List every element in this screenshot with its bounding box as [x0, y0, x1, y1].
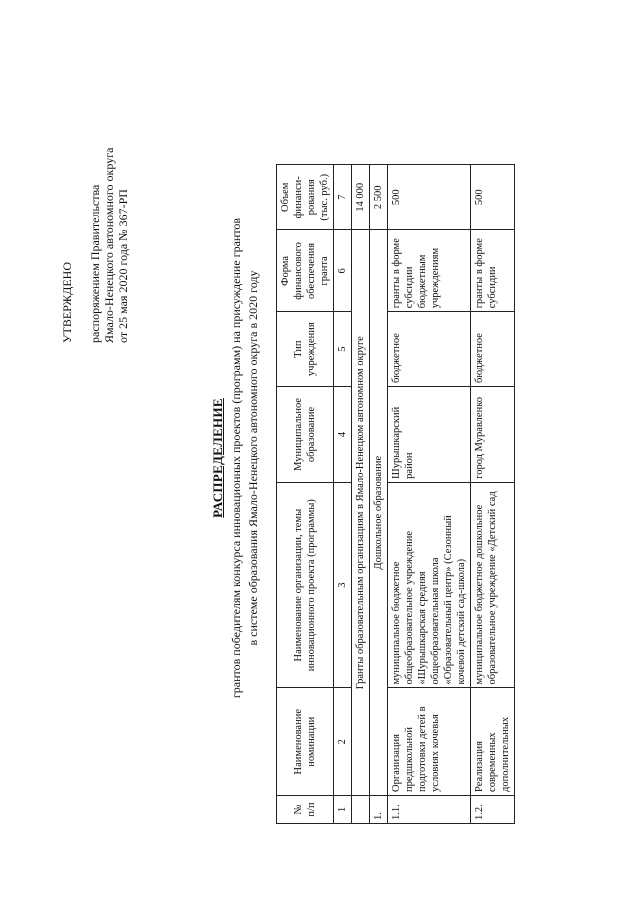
section-row: [352, 165, 370, 824]
row-municipality: город Муравленко: [471, 387, 515, 483]
heading-subtitle-1: грантов победителям конкурса инновационных проектов (программ) на присуждение грантов: [229, 217, 243, 699]
document-heading: [210, 48, 260, 868]
subsection-row: [370, 165, 388, 824]
row-amount: 500: [471, 165, 515, 231]
column-number-row: [334, 165, 352, 824]
row-num: 1.1.: [388, 795, 471, 823]
subsection-num: 1.: [370, 795, 388, 823]
col-number: 1: [334, 795, 352, 823]
row-nomination: Организация предшкольной подготовки детей в условиях кочевья: [388, 688, 471, 795]
rotated-document: [40, 48, 600, 868]
subsection-title: Дошкольное образование: [370, 230, 388, 795]
table-header-row: [277, 165, 334, 824]
section-num-cell: [352, 795, 370, 823]
col-number: 5: [334, 312, 352, 387]
col-number: 7: [334, 165, 352, 231]
header-nomination: Наименование номинации: [277, 688, 334, 795]
grants-table: [276, 164, 515, 824]
heading-title: РАСПРЕДЕЛЕНИЕ: [210, 398, 225, 518]
header-amount: Объем финанси-рования (тыс. руб.): [277, 165, 334, 231]
row-municipality: Шурышкарский район: [388, 387, 471, 483]
row-nomination: Реализация современных дополнительных: [471, 688, 515, 795]
header-form: Форма финансового обеспечения гранта: [277, 230, 334, 312]
approval-title: УТВЕРЖДЕНО: [60, 261, 74, 343]
row-type: бюджетное: [388, 312, 471, 387]
col-number: 4: [334, 387, 352, 483]
row-organization: муниципальное бюджетное дошкольное образовательное учреждение «Детский сад: [471, 482, 515, 688]
header-organization: Наименование организации, темы инновационного проекта (программы): [277, 482, 334, 688]
approval-line-2: Ямало-Ненецкого автономного округа: [102, 147, 116, 343]
col-number: 6: [334, 230, 352, 312]
section-amount: 14 000: [352, 165, 370, 231]
approval-line-1: распоряжением Правительства: [88, 184, 102, 343]
row-num: 1.2.: [471, 795, 515, 823]
approval-line-3: от 25 мая 2020 года № 367-РП: [116, 189, 130, 343]
header-municipality: Муниципальное образование: [277, 387, 334, 483]
table-row: [388, 165, 471, 824]
col-number: 2: [334, 688, 352, 795]
section-title: Гранты образовательным организациям в Ямало-Ненецком автономном округе: [352, 230, 370, 795]
approval-block: [60, 53, 130, 343]
row-type: бюджетное: [471, 312, 515, 387]
heading-subtitle-2: в системе образования Ямало-Ненецкого автономного округа в 2020 году: [246, 270, 260, 646]
table-row: [471, 165, 515, 824]
row-organization: муниципальное бюджетное общеобразовательное учреждение «Шурышкарская средняя общеобразовательная школа «Образовательный центр» (Сезонный кочевой детский сад-школа): [388, 482, 471, 688]
subsection-amount: 2 500: [370, 165, 388, 231]
row-form: гранты в форме субсидии: [471, 230, 515, 312]
row-amount: 500: [388, 165, 471, 231]
col-number: 3: [334, 482, 352, 688]
header-num: № п/п: [277, 795, 334, 823]
header-type: Тип учреждения: [277, 312, 334, 387]
row-form: гранты в форме субсидии бюджетным учреждениям: [388, 230, 471, 312]
